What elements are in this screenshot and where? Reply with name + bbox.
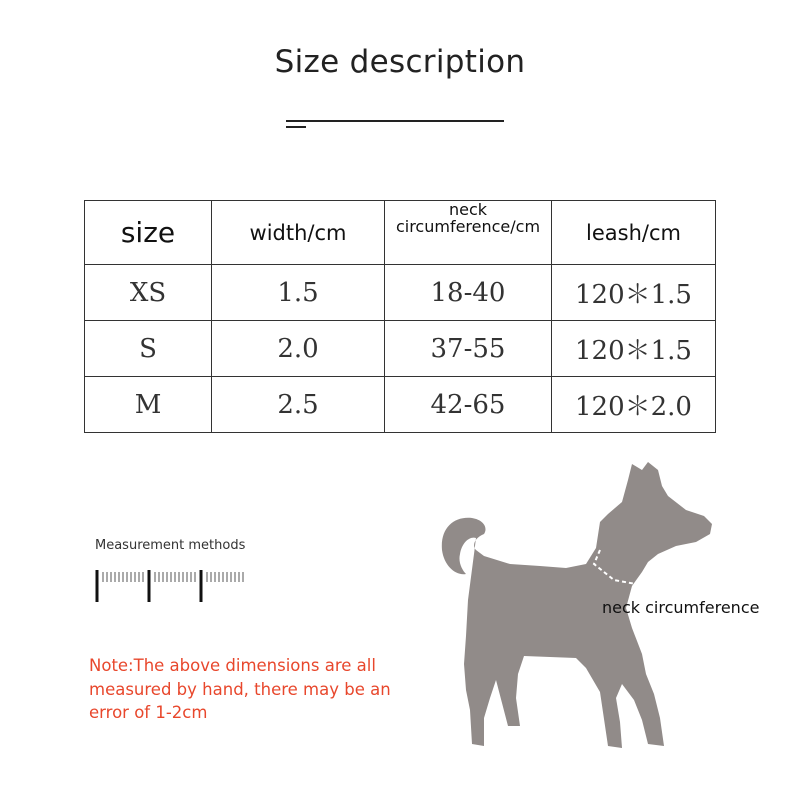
- title-underline-accent: [286, 126, 306, 128]
- measurement-methods-label: Measurement methods: [95, 538, 246, 553]
- cell-neck: 42-65: [385, 377, 552, 433]
- table-row: [85, 321, 716, 377]
- note-text: Note:The above dimensions are all measured by hand, there may be an error of 1-2cm: [89, 656, 391, 722]
- table-row: [85, 377, 716, 433]
- header-leash: leash/cm: [552, 201, 716, 265]
- cell-leash: 120＊2.0: [552, 377, 716, 433]
- title-underline: [286, 120, 504, 122]
- header-width: width/cm: [212, 201, 385, 265]
- table-header-row: [85, 201, 716, 265]
- cell-neck: 37-55: [385, 321, 552, 377]
- size-table: [84, 200, 716, 433]
- header-neck-circumference: [385, 201, 552, 265]
- cell-width: 2.5: [212, 377, 385, 433]
- cell-leash: 120＊1.5: [552, 321, 716, 377]
- table-row: [85, 265, 716, 321]
- cell-leash: 120＊1.5: [552, 265, 716, 321]
- header-neck-line2: circumference/cm: [395, 217, 541, 236]
- cell-size: XS: [85, 265, 212, 321]
- cell-size: S: [85, 321, 212, 377]
- header-neck-line1: neck: [448, 200, 488, 219]
- cell-width: 1.5: [212, 265, 385, 321]
- neck-circumference-label: neck circumference: [602, 598, 760, 617]
- ruler-icon: [94, 566, 254, 606]
- cell-size: M: [85, 377, 212, 433]
- cell-neck: 18-40: [385, 265, 552, 321]
- header-size: size: [85, 201, 212, 265]
- page-title: Size description: [274, 44, 526, 80]
- cell-width: 2.0: [212, 321, 385, 377]
